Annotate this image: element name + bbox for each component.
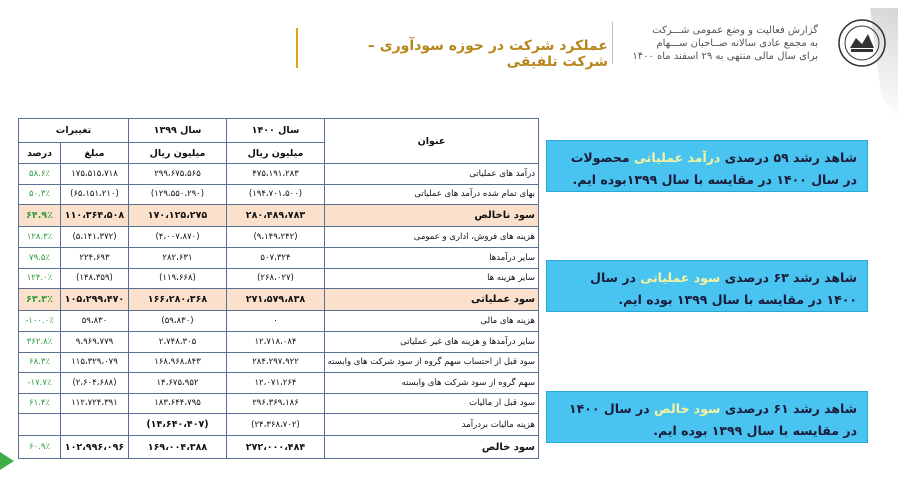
callout-operating-profit: [546, 260, 868, 312]
row-label: هزینه های فروش، اداری و عمومی: [325, 227, 539, 248]
col-header-1400: سال ۱۴۰۰: [227, 119, 325, 143]
callout-operating-revenue: [546, 140, 868, 192]
row-label: سود قبل از احتساب سهم گروه از سود شرکت های وابسته: [325, 352, 539, 373]
table-row: [19, 164, 539, 185]
change-amount: (۲،۶۰۴،۶۸۸): [61, 373, 129, 394]
change-amount: (۶۵،۱۵۱،۲۱۰): [61, 184, 129, 205]
value-1400: ۲۸۰،۴۸۹،۷۸۳: [227, 205, 325, 227]
profitability-table: [18, 118, 539, 459]
value-1399: ۱۸۳،۶۴۴،۷۹۵: [129, 393, 227, 414]
callout-net-profit: [546, 391, 868, 443]
page-title: عملکرد شرکت در حوزه سودآوری – شرکت تلفیقی: [367, 38, 608, 70]
callout-text: محصولات در سال ۱۴۰۰ در مقایسه با سال ۱۳۹۹بوده ایم.: [570, 150, 857, 187]
row-label: سود عملیاتی: [325, 289, 539, 311]
value-1400: ۴۷۵،۱۹۱،۲۸۳: [227, 164, 325, 185]
callout-highlight: سود عملیاتی: [640, 270, 721, 285]
change-amount: ۹،۹۶۹،۷۷۹: [61, 331, 129, 352]
table-row: [19, 331, 539, 352]
callout-text: در سال ۱۴۰۰ در مقایسه با سال ۱۳۹۹ بوده ایم.: [590, 270, 857, 307]
table-row: [19, 184, 539, 205]
unit-amount: مبلغ: [61, 143, 129, 164]
value-1400: ۱۲،۷۱۸،۰۸۴: [227, 331, 325, 352]
table-row-highlight: [19, 289, 539, 311]
change-amount: ۱۱۰،۳۶۴،۵۰۸: [61, 205, 129, 227]
unit-1400: میلیون ریال: [227, 143, 325, 164]
value-1399: (۱۱۹،۶۶۸): [129, 268, 227, 289]
table-row: [19, 311, 539, 332]
change-percent: ۱۲۴.۰٪: [19, 268, 61, 289]
row-label: سود قبل از مالیات: [325, 393, 539, 414]
change-amount: ۱۰۲،۹۹۶،۰۹۶: [61, 436, 129, 459]
row-label: سهم گروه از سود شرکت های وابسته: [325, 373, 539, 394]
table-row: [19, 373, 539, 394]
callout-highlight: سود خالص: [654, 401, 721, 416]
value-1399: (۵۹،۸۳۰): [129, 311, 227, 332]
report-line-2: به مجمع عادی سالانه صــاحبان ســـهام: [656, 38, 818, 49]
row-label: هزینه مالیات بردرآمد: [325, 414, 539, 436]
change-percent: ۶۱.۴٪: [19, 393, 61, 414]
unit-percent: درصد: [19, 143, 61, 164]
value-1400: (۱۹۴،۷۰۱،۵۰۰): [227, 184, 325, 205]
row-label: سود ناخالص: [325, 205, 539, 227]
company-emblem-icon: [837, 18, 887, 68]
value-1399: ۱۷۰،۱۲۵،۲۷۵: [129, 205, 227, 227]
value-1400: ۲۸۴،۲۹۷،۹۲۲: [227, 352, 325, 373]
row-label: سود خالص: [325, 436, 539, 459]
header-divider: [612, 22, 613, 64]
table-row: [19, 247, 539, 268]
table-row: [19, 393, 539, 414]
change-amount: (۵،۱۴۱،۳۷۲): [61, 227, 129, 248]
callout-highlight: درآمد عملیاتی: [633, 150, 721, 165]
change-amount: ۱۰۵،۲۹۹،۴۷۰: [61, 289, 129, 311]
value-1400: ۰: [227, 311, 325, 332]
change-percent: [19, 414, 61, 436]
value-1400: (۲۶۸،۰۲۷): [227, 268, 325, 289]
value-1399: ۲۹۹،۶۷۵،۵۶۵: [129, 164, 227, 185]
change-percent: ۶۴.۹٪: [19, 205, 61, 227]
value-1399: ۱۴،۶۷۵،۹۵۲: [129, 373, 227, 394]
value-1399: ۲۸۲،۶۳۱: [129, 247, 227, 268]
value-1400: ۲۷۲،۰۰۰،۴۸۴: [227, 436, 325, 459]
value-1400: ۲۹۶،۳۶۹،۱۸۶: [227, 393, 325, 414]
change-percent: ۷۹.۵٪: [19, 247, 61, 268]
table-row-highlight: [19, 205, 539, 227]
value-1400: ۲۷۱،۵۷۹،۸۳۸: [227, 289, 325, 311]
value-1399: (۴،۰۰۷،۸۷۰): [129, 227, 227, 248]
row-label: سایر هزینه ها: [325, 268, 539, 289]
value-1399: ۱۶۸،۹۶۸،۸۴۳: [129, 352, 227, 373]
table-row: [19, 268, 539, 289]
change-amount: [61, 414, 129, 436]
row-label: سایر درآمدها: [325, 247, 539, 268]
callout-text: شاهد رشد ۶۳ درصدی: [720, 270, 857, 285]
unit-1399: میلیون ریال: [129, 143, 227, 164]
change-amount: ۱۷۵،۵۱۵،۷۱۸: [61, 164, 129, 185]
value-1400: ۵۰۷،۳۲۴: [227, 247, 325, 268]
change-percent: ۵۸.۶٪: [19, 164, 61, 185]
col-header-changes: تغییرات: [19, 119, 129, 143]
change-percent: -۱۰۰.۰٪: [19, 311, 61, 332]
row-label: هزینه های مالی: [325, 311, 539, 332]
col-header-1399: سال ۱۳۹۹: [129, 119, 227, 143]
callout-text: شاهد رشد ۶۱ درصدی: [720, 401, 857, 416]
green-arrow-icon: [0, 452, 16, 470]
change-percent: ۶۳.۳٪: [19, 289, 61, 311]
col-header-title: عنوان: [325, 119, 539, 164]
table-row: [19, 352, 539, 373]
value-1400: (۹،۱۴۹،۲۴۲): [227, 227, 325, 248]
value-1399: ۱۶۶،۲۸۰،۳۶۸: [129, 289, 227, 311]
change-amount: ۲۲۴،۶۹۳: [61, 247, 129, 268]
value-1399: (۱۴،۶۴۰،۴۰۷): [129, 414, 227, 436]
change-percent: ۳۶۲.۸٪: [19, 331, 61, 352]
report-line-1: گزارش فعالیت و وضع عمومی شـــرکت: [652, 25, 818, 36]
change-percent: ۱۲۸.۳٪: [19, 227, 61, 248]
change-amount: (۱۴۸،۳۵۹): [61, 268, 129, 289]
report-line-3: برای سال مالی منتهی به ۲۹ اسفند ماه ۱۴۰۰: [632, 51, 818, 62]
change-percent: ۶۸.۳٪: [19, 352, 61, 373]
row-label: سایر درآمدها و هزینه های غیر عملیاتی: [325, 331, 539, 352]
table-row: [19, 414, 539, 436]
callout-text: شاهد رشد ۵۹ درصدی: [720, 150, 857, 165]
change-amount: ۵۹،۸۳۰: [61, 311, 129, 332]
table-row: [19, 227, 539, 248]
change-percent: ۵۰.۳٪: [19, 184, 61, 205]
value-1399: ۲،۷۴۸،۳۰۵: [129, 331, 227, 352]
change-amount: ۱۱۲،۷۲۴،۳۹۱: [61, 393, 129, 414]
change-amount: ۱۱۵،۳۲۹،۰۷۹: [61, 352, 129, 373]
row-label: بهای تمام شده درآمد های عملیاتی: [325, 184, 539, 205]
value-1400: (۲۴،۳۶۸،۷۰۲): [227, 414, 325, 436]
callout-text: در سال ۱۴۰۰ در مقایسه با سال ۱۳۹۹ بوده ایم.: [568, 401, 857, 438]
value-1399: ۱۶۹،۰۰۴،۳۸۸: [129, 436, 227, 459]
report-header: [588, 24, 818, 63]
value-1400: ۱۲،۰۷۱،۲۶۴: [227, 373, 325, 394]
row-label: درآمد های عملیاتی: [325, 164, 539, 185]
value-1399: (۱۲۹،۵۵۰،۲۹۰): [129, 184, 227, 205]
change-percent: ۶۰.۹٪: [19, 436, 61, 459]
title-accent-bar: [296, 28, 298, 68]
table-row-total: [19, 436, 539, 459]
change-percent: -۱۷.۷٪: [19, 373, 61, 394]
